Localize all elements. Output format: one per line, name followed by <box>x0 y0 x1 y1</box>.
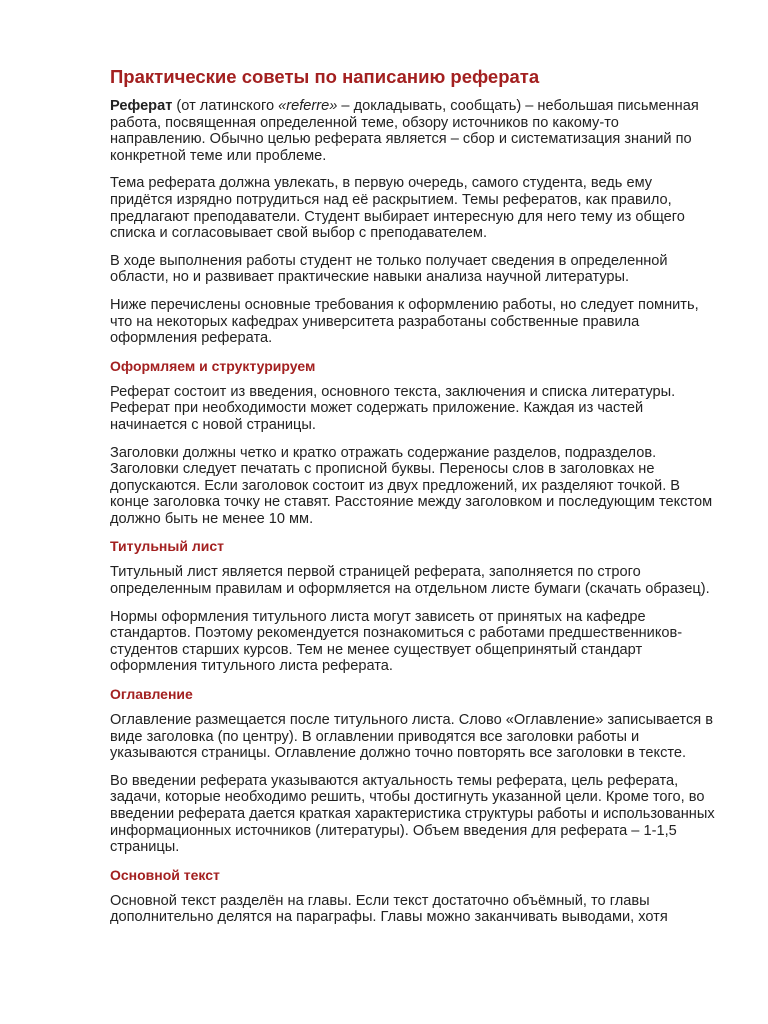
paragraph: Во введении реферата указываются актуальность темы реферата, цель реферата, задачи, которые необходимо решить, чтобы достигнуть указанной цели. Кроме того, во введении реферата дается краткая характеристика структуры работы и использованных информационных источников (литературы). Объем введения для реферата – 1-1,5 страницы. <box>110 772 715 856</box>
intro-open: (от латинского <box>172 98 279 114</box>
intro-rest: – докладывать, сообщать) – небольшая письменная работа, посвященная определенной теме, обзору источников по какому-то направлению. Обычно целью реферата является – сбор и систематизация знаний по конкретной теме или проблеме. <box>110 98 699 164</box>
intro-latin-word: «referre» <box>278 98 338 114</box>
paragraph: В ходе выполнения работы студент не только получает сведения в определенной области, но и развивает практические навыки анализа научной литературы. <box>110 252 668 286</box>
section-heading: Титульный лист <box>110 538 224 555</box>
document-page <box>110 66 716 937</box>
section-heading: Оглавление <box>110 686 193 703</box>
document-title: Практические советы по написанию реферата <box>110 66 540 87</box>
paragraph: Ниже перечислены основные требования к оформлению работы, но следует помнить, что на некоторых кафедрах университета разработаны собственные правила оформления реферата. <box>110 296 699 347</box>
paragraph: Реферат состоит из введения, основного текста, заключения и списка литературы. Реферат при необходимости может содержать приложение. Каждая из частей начинается с новой страницы. <box>110 383 676 433</box>
intro-paragraph <box>110 98 716 164</box>
intro-term: Реферат <box>110 98 173 114</box>
paragraph: Нормы оформления титульного листа могут зависеть от принятых на кафедре стандартов. Поэтому рекомендуется познакомиться с работами предшественников-студентов старших курсов. Тем не менее существует общепринятый стандарт оформления титульного листа реферата. <box>110 608 683 675</box>
section-heading: Оформляем и структурируем <box>110 357 316 374</box>
section-heading: Основной текст <box>110 866 220 883</box>
paragraph: Титульный лист является первой страницей реферата, заполняется по строго определенным правилам и оформляется на отдельном листе бумаги (скачать образец). <box>110 564 710 598</box>
paragraph: Основной текст разделён на главы. Если текст достаточно объёмный, то главы дополнительно делятся на параграфы. Главы можно заканчивать выводами, хотя <box>110 892 668 926</box>
paragraph: Тема реферата должна увлекать, в первую очередь, самого студента, ведь ему придётся изрядно потрудиться над её раскрытием. Темы рефератов, как правило, предлагают преподаватели. Студент выбирает интересную для него тему из общего списка и согласовывает свой выбор с преподавателем. <box>110 175 685 242</box>
paragraph: Оглавление размещается после титульного листа. Слово «Оглавление» записывается в виде заголовка (по центру). В оглавлении приводятся все заголовки работы и указываются страницы. Оглавление должно точно повторять все заголовки в тексте. <box>110 712 713 762</box>
paragraph: Заголовки должны четко и кратко отражать содержание разделов, подразделов. Заголовки следует печатать с прописной буквы. Переносы слов в заголовках не допускаются. Если заголовок состоит из двух предложений, их разделяют точкой. В конце заголовка точку не ставят. Расстояние между заголовком и последующим текстом должно быть не менее 10 мм. <box>110 444 713 527</box>
